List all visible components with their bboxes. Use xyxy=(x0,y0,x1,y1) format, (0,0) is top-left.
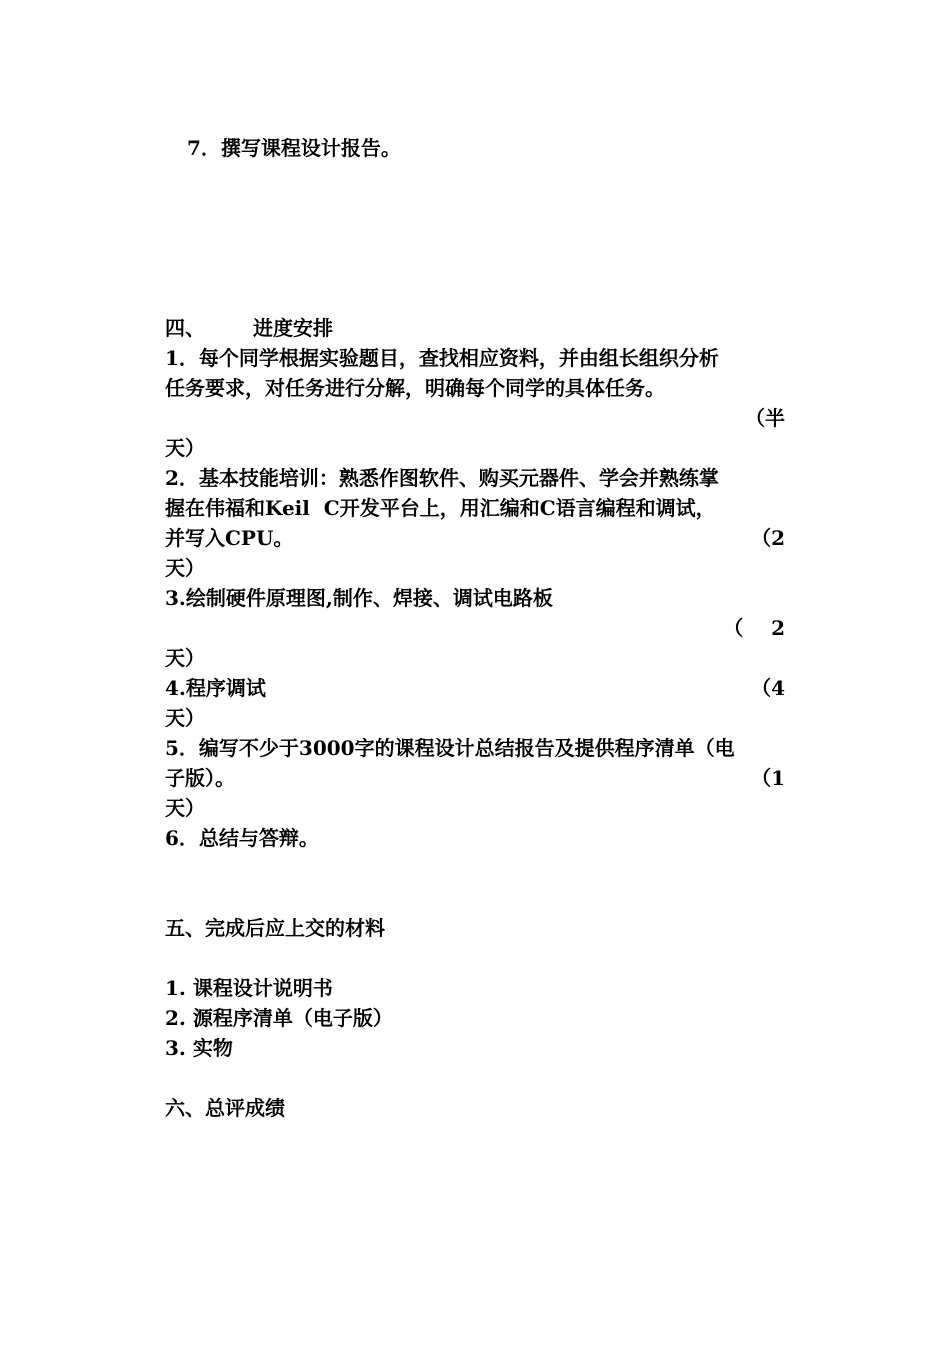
schedule-item-4-duration: （4 xyxy=(751,676,785,700)
schedule-item-5-line-2: 子版）。 xyxy=(165,766,235,790)
schedule-item-5-duration: （1 xyxy=(751,766,785,790)
schedule-item-1-line-1: 1．每个同学根据实验题目，查找相应资料，并由组长组织分析 xyxy=(165,346,719,370)
schedule-item-3-duration-unit: 天） xyxy=(165,646,205,670)
materials-item-2: 2. 源程序清单（电子版） xyxy=(165,1006,393,1030)
schedule-item-2-line-1: 2．基本技能培训：熟悉作图软件、购买元器件、学会并熟练掌 xyxy=(165,466,719,490)
schedule-item-4-duration-unit: 天） xyxy=(165,706,205,730)
section5-heading: 五、完成后应上交的材料 xyxy=(165,916,385,940)
schedule-item-2-line-3: 并写入CPU。 xyxy=(165,526,294,550)
section4-heading-num: 四、 xyxy=(165,316,205,340)
section6-heading: 六、总评成绩 xyxy=(165,1096,285,1120)
schedule-item-3-line-1: 3.绘制硬件原理图,制作、焊接、调试电路板 xyxy=(165,586,553,610)
schedule-item-1-line-2: 任务要求，对任务进行分解，明确每个同学的具体任务。 xyxy=(165,376,665,400)
schedule-item-6-line-1: 6．总结与答辩。 xyxy=(165,826,319,850)
schedule-item-2-duration-unit: 天） xyxy=(165,556,205,580)
section3-item7: 7．撰写课程设计报告。 xyxy=(187,136,401,160)
schedule-item-1-duration: （半 xyxy=(745,406,785,430)
materials-item-1: 1. 课程设计说明书 xyxy=(165,976,333,1000)
section4-heading-text: 进度安排 xyxy=(253,316,333,340)
schedule-item-3-duration: （ 2 xyxy=(723,616,785,640)
schedule-item-1-duration-unit: 天） xyxy=(165,436,205,460)
schedule-item-2-line-2: 握在伟福和Keil C开发平台上，用汇编和C语言编程和调试， xyxy=(165,496,716,520)
materials-item-3: 3. 实物 xyxy=(165,1036,233,1060)
schedule-item-4-line-1: 4.程序调试 xyxy=(165,676,266,700)
schedule-item-5-line-1: 5．编写不少于3000字的课程设计总结报告及提供程序清单（电 xyxy=(165,736,735,760)
schedule-item-5-duration-unit: 天） xyxy=(165,796,205,820)
schedule-item-2-duration: （2 xyxy=(751,526,785,550)
